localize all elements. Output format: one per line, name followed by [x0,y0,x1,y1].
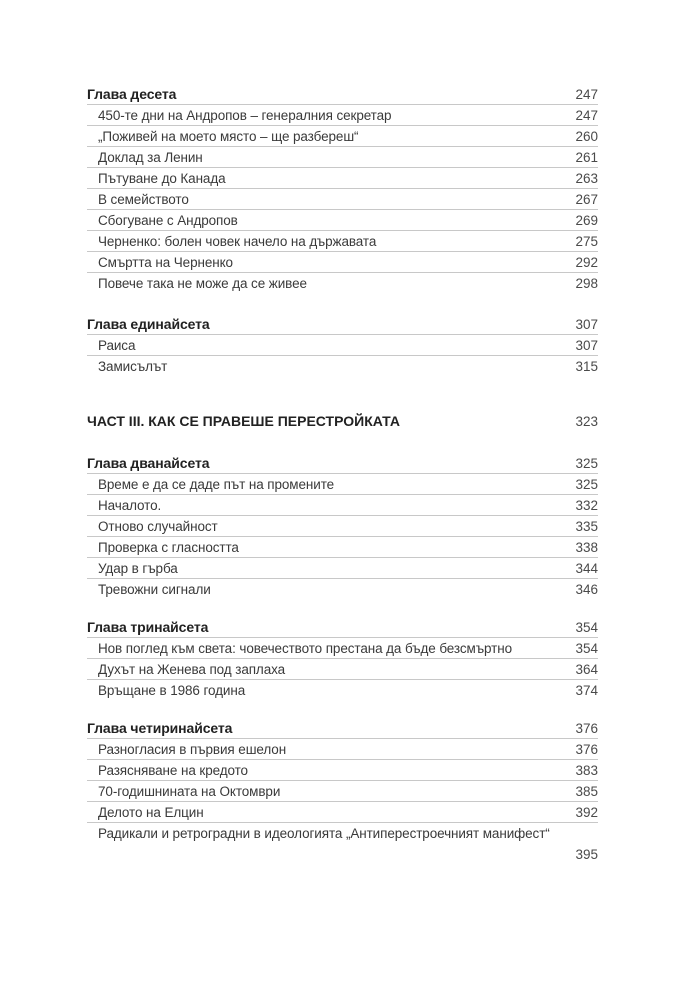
toc-entry [0,802,700,823]
entry-title: Духът на Женева под заплаха [98,662,286,677]
chapter-heading [0,617,700,638]
toc-entry [0,760,700,781]
page-number: 261 [575,150,598,165]
page-number: 354 [575,641,598,656]
part-heading [0,411,700,432]
chapter-heading [0,314,700,335]
entry-title: 450-те дни на Андропов – генералния секретар [98,108,392,123]
part-title: ЧАСТ III. КАК СЕ ПРАВЕШЕ ПЕРЕСТРОЙКАТА [87,413,400,429]
page-number: 354 [575,620,598,635]
page-number: 374 [575,683,598,698]
page-number: 323 [575,414,598,429]
entry-title: Смъртта на Черненко [98,255,233,270]
toc-entry [0,189,700,210]
entry-title: Раиса [98,338,136,353]
toc-entry [0,823,700,865]
toc-entry [0,579,700,600]
toc-entry [0,231,700,252]
page-number: 385 [575,784,598,799]
entry-title: „Поживей на моето място – ще разбереш“ [98,129,359,144]
page-number: 298 [575,276,598,291]
entry-title: Сбогуване с Андропов [98,213,238,228]
chapter-title: Глава десета [87,86,177,102]
toc-entry [0,147,700,168]
page-number: 247 [575,108,598,123]
toc-entry [0,210,700,231]
entry-title: 70-годишнината на Октомври [98,784,281,799]
page-number: 344 [575,561,598,576]
entry-title: Черненко: болен човек начело на държавата [98,234,377,249]
page-number: 392 [575,805,598,820]
entry-title: Пътуване до Канада [98,171,226,186]
toc-entry [0,168,700,189]
entry-title: Повече така не може да се живее [98,276,307,291]
entry-title: Замисълът [98,359,168,374]
toc-entry [0,537,700,558]
entry-title: Делото на Елцин [98,805,204,820]
page-number: 263 [575,171,598,186]
chapter-heading [0,453,700,474]
chapter-heading [0,718,700,739]
entry-title: Тревожни сигнали [98,582,211,597]
page-number: 325 [575,456,598,471]
entry-title: Време е да се даде път на промените [98,477,335,492]
toc-entry [0,252,700,273]
page-number: 332 [575,498,598,513]
chapter-title: Глава тринайсета [87,619,209,635]
toc-entry [0,680,700,701]
entry-title: Нов поглед към света: човечеството престана да бъде безсмъртно [98,641,512,656]
entry-title: Разясняване на кредото [98,763,248,778]
page-number: 376 [575,721,598,736]
chapter-title: Глава четиринайсета [87,720,233,736]
chapter-title: Глава единайсета [87,316,210,332]
page-number: 338 [575,540,598,555]
entry-title: Връщане в 1986 година [98,683,246,698]
toc-entry [0,638,700,659]
page-number: 267 [575,192,598,207]
page-number: 260 [575,129,598,144]
toc-entry [0,659,700,680]
entry-title: Удар в гърба [98,561,178,576]
toc-entry [0,356,700,377]
page-number: 315 [575,359,598,374]
toc-entry [0,335,700,356]
chapter-title: Глава дванайсета [87,455,210,471]
page-number: 364 [575,662,598,677]
page-number: 307 [575,317,598,332]
toc-entry [0,126,700,147]
entry-title: Радикали и ретроградни в идеологията „Антиперестроечният манифест“ [98,826,550,841]
chapter-heading [0,84,700,105]
page-number: 335 [575,519,598,534]
entry-title: В семейството [98,192,189,207]
entry-title: Отново случайност [98,519,218,534]
entry-title: Разногласия в първия ешелон [98,742,287,757]
entry-title: Доклад за Ленин [98,150,203,165]
page-number: 247 [575,87,598,102]
toc-entry [0,516,700,537]
page-number: 325 [575,477,598,492]
toc-entry [0,273,700,294]
toc-entry [0,105,700,126]
toc-entry [0,739,700,760]
toc-entry [0,558,700,579]
page-number: 292 [575,255,598,270]
page-number: 275 [575,234,598,249]
page-number: 346 [575,582,598,597]
page-number: 269 [575,213,598,228]
toc-entry [0,474,700,495]
page-number: 383 [575,763,598,778]
toc-entry [0,781,700,802]
page-number: 395 [575,847,598,862]
toc-entry [0,495,700,516]
page-number: 307 [575,338,598,353]
entry-title: Проверка с гласността [98,540,239,555]
entry-title: Началото. [98,498,162,513]
page-number: 376 [575,742,598,757]
